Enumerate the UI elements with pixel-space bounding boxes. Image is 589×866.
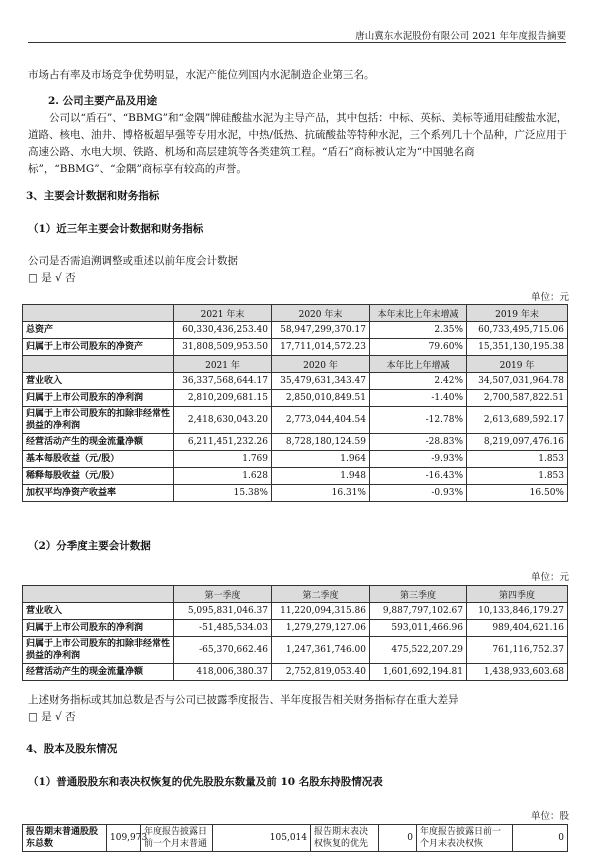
table-cell: 基本每股收益（元/股）	[23, 451, 174, 468]
table-cell: 2,752,819,053.40	[272, 664, 370, 681]
table-cell: 1.964	[272, 451, 370, 468]
table-cell: 2019 年末	[467, 305, 568, 322]
table-cell: 2021 年末	[174, 305, 272, 322]
table-row	[23, 373, 568, 390]
table-cell: 2,700,587,822.51	[467, 390, 568, 407]
table-cell: -28.83%	[370, 434, 467, 451]
sub1-heading: （1）近三年主要会计数据和财务指标	[28, 223, 204, 235]
table-row	[23, 339, 568, 356]
intro-line: 市场占有率及市场竞争优势明显，水泥产能位列国内水泥制造企业第三名。	[28, 69, 375, 81]
table-row	[23, 664, 568, 681]
table-quarterly	[22, 585, 568, 681]
table-cell: 1.853	[467, 451, 568, 468]
table-cell: 2021 年	[174, 356, 272, 373]
table-cell: 1.628	[174, 468, 272, 485]
table-cell: 第一季度	[174, 586, 272, 603]
table-cell	[23, 586, 174, 603]
products-heading: 2. 公司主要产品及用途	[48, 95, 158, 107]
table-cell: 1,438,933,603.68	[467, 664, 568, 681]
table-cell: 34,507,031,964.78	[467, 373, 568, 390]
sub2-heading: （2）分季度主要会计数据	[28, 540, 151, 552]
table-cell: 营业收入	[23, 373, 174, 390]
table-cell: 本年末比上年末增减	[370, 305, 467, 322]
table-cell: 2,810,209,681.15	[174, 390, 272, 407]
table-cell: 1,279,279,127.06	[272, 620, 370, 637]
table-cell: 2.35%	[370, 322, 467, 339]
table1-unit: 单位：元	[530, 292, 569, 303]
table-cell: -51,485,534.03	[174, 620, 272, 637]
table-cell: 11,220,094,315.86	[272, 603, 370, 620]
table-cell: 2020 年	[272, 356, 370, 373]
table-cell: -16.43%	[370, 468, 467, 485]
table-cell: -12.78%	[370, 407, 467, 434]
table-cell: 60,330,436,253.40	[174, 322, 272, 339]
table-cell: 5,095,831,046.37	[174, 603, 272, 620]
table-cell: 报告期末普通股股东总数	[23, 825, 107, 852]
table-cell: 0	[379, 825, 417, 852]
table-cell: 58,947,299,370.17	[272, 322, 370, 339]
table-cell: 989,404,621.16	[467, 620, 568, 637]
table-row	[23, 485, 568, 502]
table-row	[23, 434, 568, 451]
table-cell: 2020 年末	[272, 305, 370, 322]
table-cell: 1,247,361,746.00	[272, 637, 370, 664]
table-cell: 1.853	[467, 468, 568, 485]
table-cell: 营业收入	[23, 603, 174, 620]
table2-header-row	[23, 586, 568, 603]
table-cell: 归属于上市公司股东的扣除非经常性损益的净利润	[23, 407, 174, 434]
table-cell: 36,337,568,644.17	[174, 373, 272, 390]
table-cell: 15.38%	[174, 485, 272, 502]
table-cell: -1.40%	[370, 390, 467, 407]
table-cell: 105,014	[213, 825, 311, 852]
table-cell: 15,351,130,195.38	[467, 339, 568, 356]
table-cell: 31,808,509,953.50	[174, 339, 272, 356]
table-cell: 1.769	[174, 451, 272, 468]
table-cell: 10,133,846,179.27	[467, 603, 568, 620]
table-cell	[23, 356, 174, 373]
table-row	[23, 637, 568, 664]
table-row	[23, 620, 568, 637]
table-cell: 1,601,692,194.81	[370, 664, 467, 681]
products-body: 公司以“盾石”、“BBMG”和“金隅”牌硅酸盐水泥为主导产品，其中包括：中标、英标、美标等通用硅酸盐水泥，道路、核电、油井、博格板超早强等专用水泥，中热/低热、抗硫酸盐等特种水泥，三个系列几十个品种，广泛应用于高速公路、水电大坝、铁路、机场和高层建筑等各类建筑工程。“盾石”商标被认定为“中国驰名商标”，“BBMG”、“金隅”商标享有较高的声誉。	[28, 112, 568, 175]
table1-header-row	[23, 356, 568, 373]
page-header	[28, 28, 566, 43]
table-cell: 归属于上市公司股东的净资产	[23, 339, 174, 356]
table-row	[23, 603, 568, 620]
table-row	[23, 390, 568, 407]
table-cell: 16.50%	[467, 485, 568, 502]
table-cell: 归属于上市公司股东的净利润	[23, 620, 174, 637]
table-cell	[23, 305, 174, 322]
table-shareholders	[22, 824, 568, 852]
table-cell: 2,850,010,849.51	[272, 390, 370, 407]
table-cell: 2,773,044,404.54	[272, 407, 370, 434]
table-cell: -65,370,662.46	[174, 637, 272, 664]
table-cell: 本年比上年增减	[370, 356, 467, 373]
table-cell: 761,116,752.37	[467, 637, 568, 664]
header-title: 唐山冀东水泥股份有限公司 2021 年年度报告摘要	[355, 31, 566, 42]
sub4-heading: （1）普通股股东和表决权恢复的优先股股东数量及前 10 名股东持股情况表	[28, 776, 383, 788]
table-cell: 593,011,466.96	[370, 620, 467, 637]
table-row	[23, 407, 568, 434]
table-row	[23, 322, 568, 339]
table-cell: 418,006,380.37	[174, 664, 272, 681]
table-cell: -0.93%	[370, 485, 467, 502]
table-cell: 经营活动产生的现金流量净额	[23, 434, 174, 451]
table-row	[23, 468, 568, 485]
table-cell: 1.948	[272, 468, 370, 485]
restate-answer: □ 是 √ 否	[28, 272, 76, 284]
table-cell: 9,887,797,102.67	[370, 603, 467, 620]
table-cell: 经营活动产生的现金流量净额	[23, 664, 174, 681]
table2-unit: 单位：元	[530, 572, 569, 583]
table-cell: 2,613,689,592.17	[467, 407, 568, 434]
table-row	[23, 451, 568, 468]
table-cell: 2019 年	[467, 356, 568, 373]
table-cell: 归属于上市公司股东的净利润	[23, 390, 174, 407]
restate-question: 公司是否需追溯调整或重述以前年度会计数据	[28, 255, 238, 267]
table-cell: 第四季度	[467, 586, 568, 603]
table-cell: -9.93%	[370, 451, 467, 468]
table-cell: 17,711,014,572.23	[272, 339, 370, 356]
table-row	[23, 825, 568, 852]
table3-unit: 单位：股	[530, 811, 569, 822]
table-cell: 稀释每股收益（元/股）	[23, 468, 174, 485]
table1-header-row	[23, 305, 568, 322]
table-cell: 16.31%	[272, 485, 370, 502]
table-cell: 第二季度	[272, 586, 370, 603]
diff-answer: □ 是 √ 否	[28, 711, 76, 723]
section4-heading: 4、股本及股东情况	[26, 743, 118, 755]
table-cell: 归属于上市公司股东的扣除非经常性损益的净利润	[23, 637, 174, 664]
diff-question: 上述财务指标或其加总数是否与公司已披露季度报告、半年度报告相关财务指标存在重大差异	[28, 694, 459, 706]
table-key-financials	[22, 304, 568, 502]
table-cell: 加权平均净资产收益率	[23, 485, 174, 502]
table-cell: 2.42%	[370, 373, 467, 390]
table-cell: 总资产	[23, 322, 174, 339]
table-cell: 第三季度	[370, 586, 467, 603]
table-cell: 6,211,451,232.26	[174, 434, 272, 451]
table-cell: 60,733,495,715.06	[467, 322, 568, 339]
table-cell: 35,479,631,343.47	[272, 373, 370, 390]
table-cell: 报告期末表决权恢复的优先	[311, 825, 379, 852]
table-cell: 0	[513, 825, 568, 852]
table-cell: 年度报告披露日前一个月末表决权恢	[417, 825, 513, 852]
table-cell: 8,728,180,124.59	[272, 434, 370, 451]
table-cell: 109,973	[107, 825, 141, 852]
section3-heading: 3、主要会计数据和财务指标	[26, 190, 160, 202]
table-cell: 8,219,097,476.16	[467, 434, 568, 451]
table-cell: 79.60%	[370, 339, 467, 356]
table-cell: 2,418,630,043.20	[174, 407, 272, 434]
table-cell: 年度报告披露日前一个月末普通	[141, 825, 213, 852]
table-cell: 475,522,207.29	[370, 637, 467, 664]
